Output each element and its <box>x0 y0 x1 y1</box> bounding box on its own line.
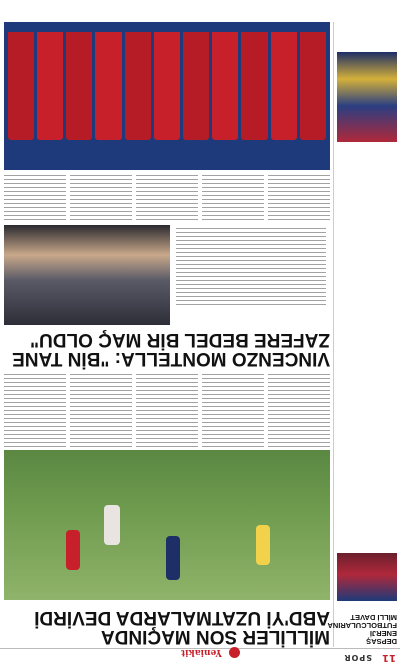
second-story-columns <box>4 172 330 220</box>
main-headline <box>0 608 330 646</box>
coach-photo <box>4 225 170 325</box>
sidebar-column <box>327 22 400 647</box>
text-column <box>70 172 132 220</box>
section-label: SPOR <box>343 653 372 662</box>
text-column <box>202 172 264 220</box>
second-headline <box>4 330 330 368</box>
brand-name: Yeniakit <box>180 647 222 658</box>
page-number: 11 <box>382 652 396 663</box>
text-column <box>268 172 330 220</box>
text-column <box>70 372 132 447</box>
main-headline-line2: ABD'Yİ UZATMALARDA DEVİRDİ <box>34 607 330 628</box>
player-figure <box>66 530 80 570</box>
sidebar-headline: DEPSAŞ ENERJİ FUTBOLCULARINA MİLLİ DAVET <box>327 613 397 646</box>
text-column <box>136 372 198 447</box>
player-row <box>8 32 326 150</box>
main-story-body <box>4 372 330 447</box>
second-story-body <box>176 225 326 305</box>
text-column <box>136 172 198 220</box>
team-lineup-photo <box>4 22 330 170</box>
page-header <box>0 648 400 665</box>
main-headline-line1: MİLLİLER SON MAÇINDA <box>100 626 330 647</box>
second-headline-line2: ZAFERE BEDEL BİR MAÇ OLDU" <box>30 329 330 350</box>
player-figure <box>256 525 270 565</box>
second-headline-line1: VINCENZO MONTELLA: "BİN TANE <box>12 348 330 369</box>
sidebar-photo <box>337 553 397 601</box>
text-column <box>4 172 66 220</box>
text-column <box>4 372 66 447</box>
match-action-photo <box>4 450 330 600</box>
yeniakit-logo-icon <box>229 647 240 658</box>
text-column <box>202 372 264 447</box>
sidebar-bottom-photo <box>337 52 397 142</box>
player-figure <box>166 536 180 580</box>
text-column <box>268 372 330 447</box>
player-figure <box>104 505 120 545</box>
brand-logo <box>160 647 240 663</box>
